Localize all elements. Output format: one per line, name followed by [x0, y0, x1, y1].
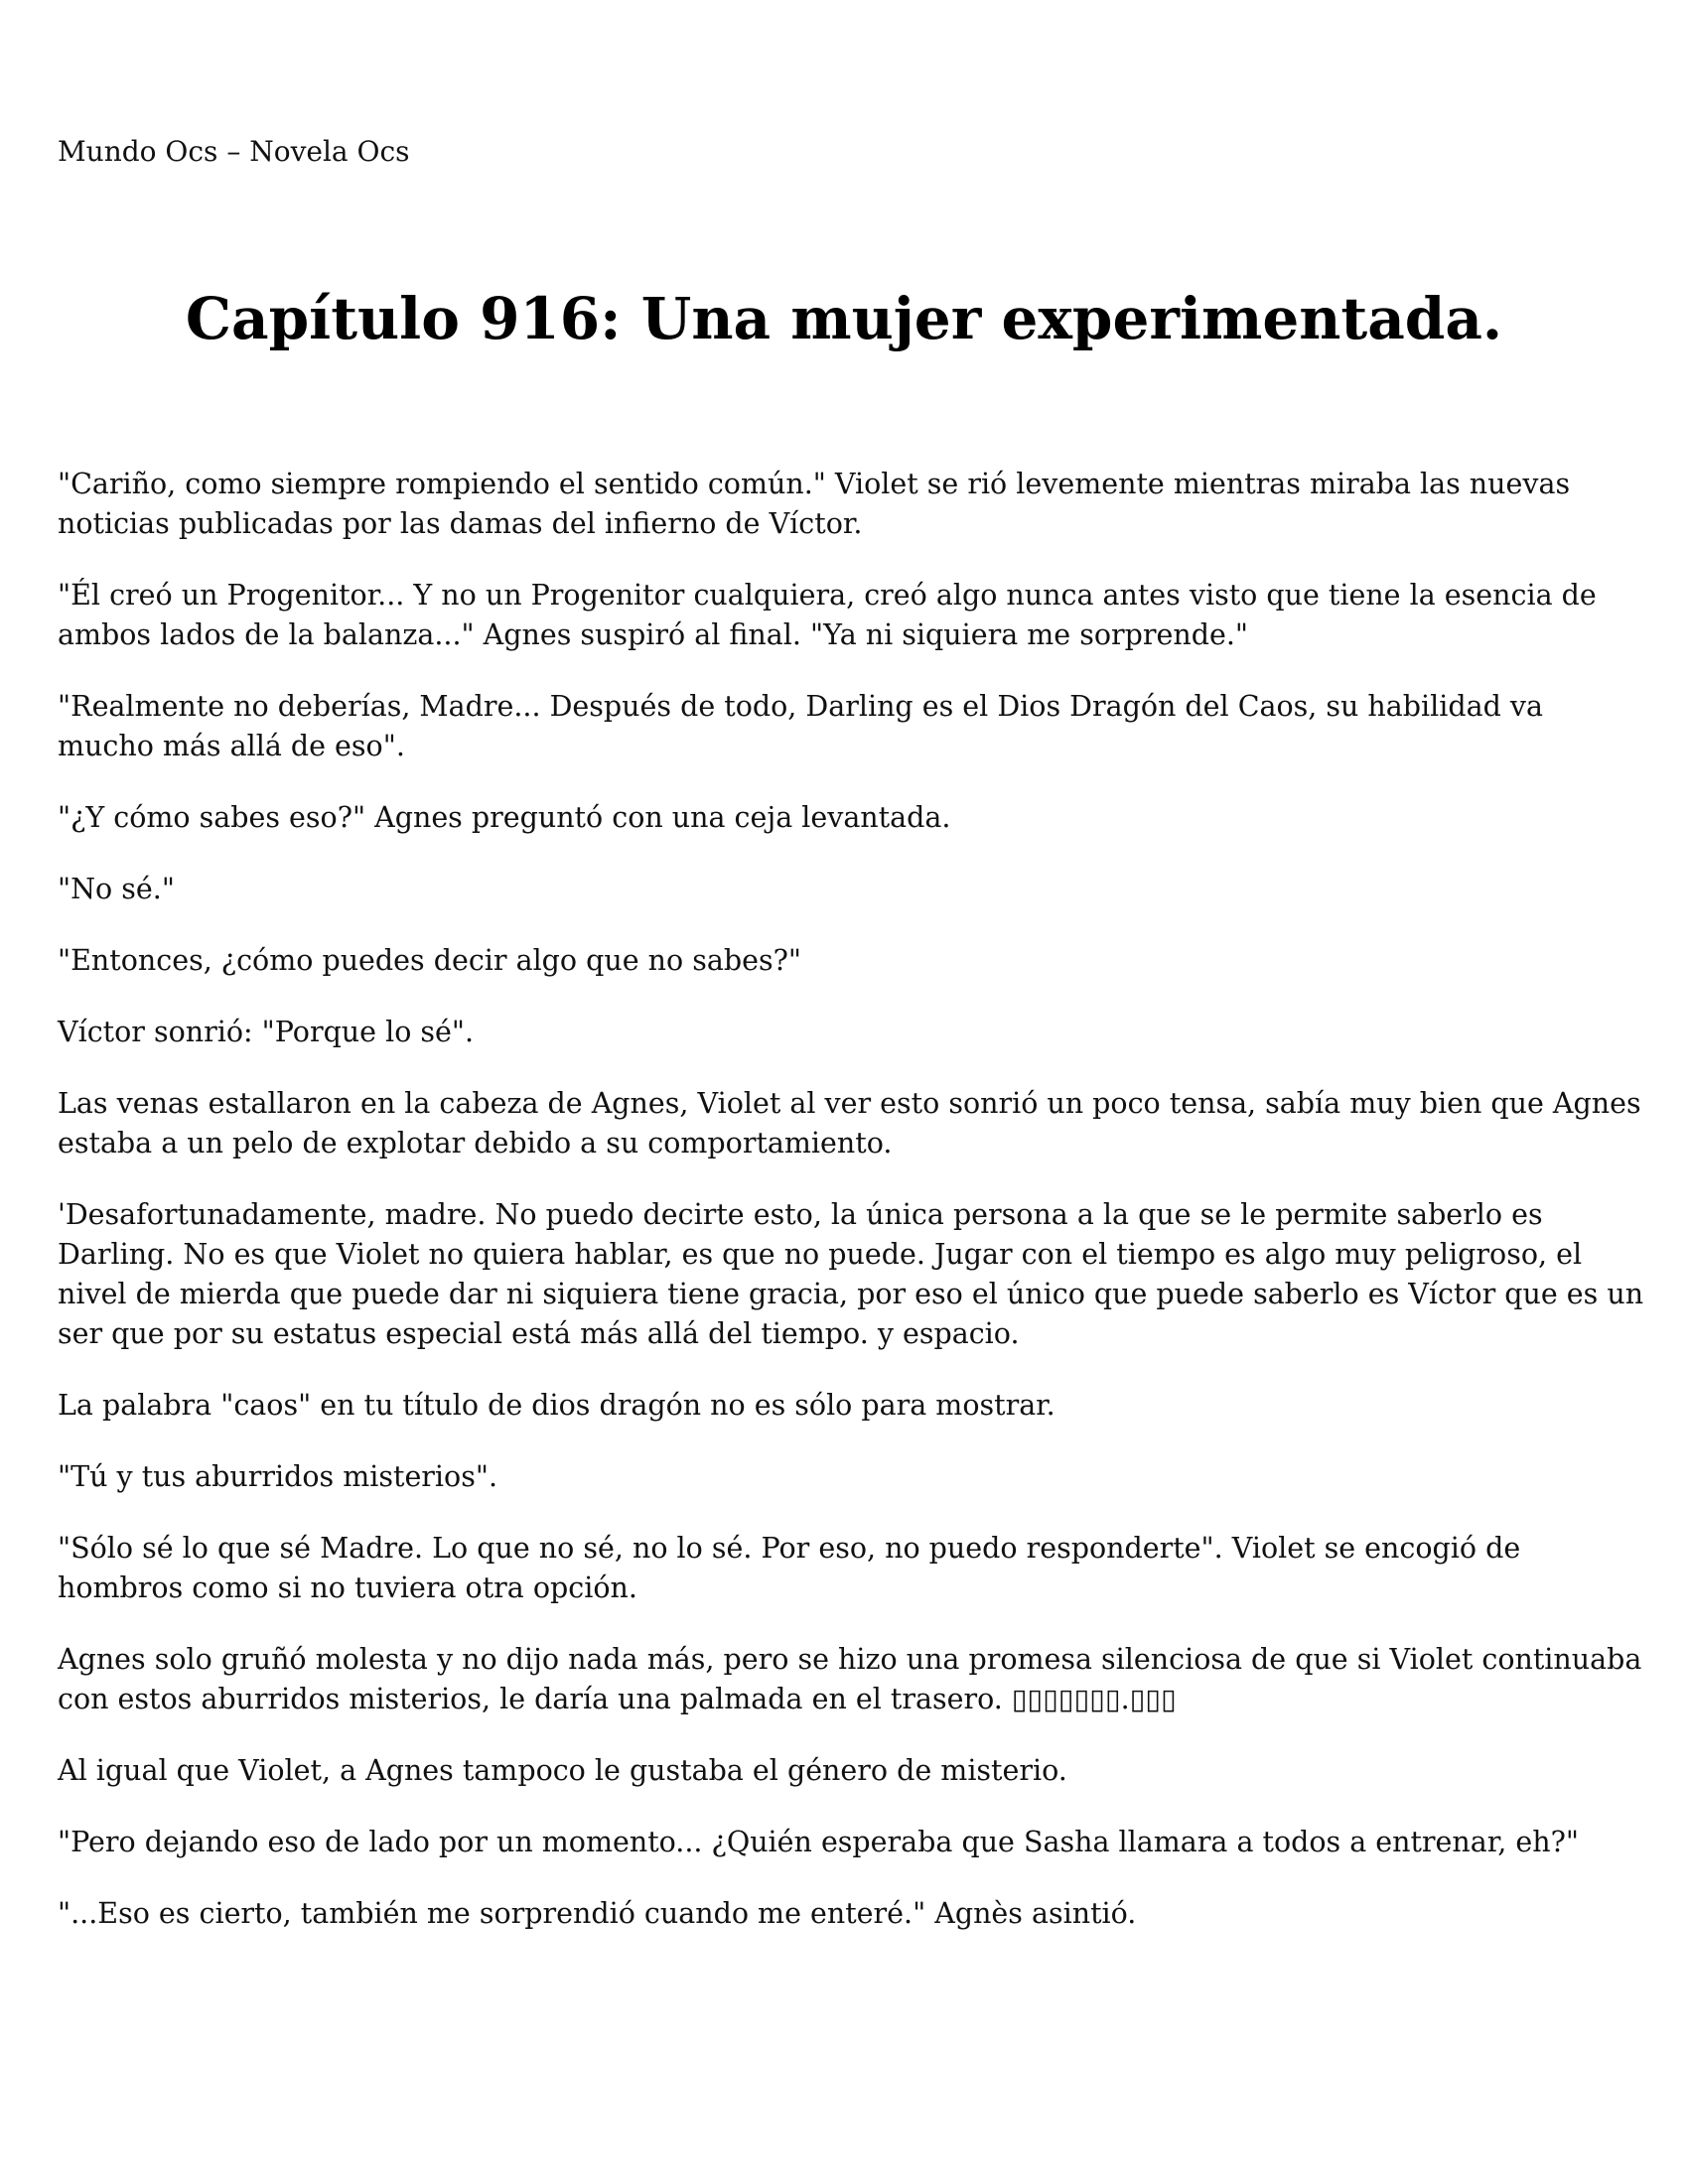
paragraph: "...Eso es cierto, también me sorprendió cuando me enteré." Agnès asintió. — [58, 1897, 1137, 1930]
paragraph: Víctor sonrió: "Porque lo sé". — [58, 1016, 475, 1048]
paragraph: "Cariño, como siempre rompiendo el sentido común." Violet se rió levemente mientras miraba las nuevas noticias publicadas por las damas del infierno de Víctor. — [58, 468, 1571, 540]
paragraph: Las venas estallaron en la cabeza de Agnes, Violet al ver esto sonrió un poco tensa, sabía muy bien que Agnes estaba a un pelo de explotar debido a su comportamiento. — [58, 1087, 1641, 1160]
chapter-title: Capítulo 916: Una mujer experimentada. — [185, 285, 1503, 352]
paragraph: "Pero dejando eso de lado por un momento... ¿Quién esperaba que Sasha llamara a todos a entrenar, eh?" — [58, 1826, 1579, 1858]
paragraph: "No sé." — [58, 873, 175, 905]
paragraph: La palabra "caos" en tu título de dios dragón no es sólo para mostrar. — [58, 1389, 1055, 1422]
paragraph: "Él creó un Progenitor... Y no un Progenitor cualquiera, creó algo nunca antes visto que tiene la esencia de ambos lados de la balanza..." Agnes suspiró al final. "Ya ni siquiera me sorprende." — [58, 579, 1597, 651]
paragraph: Al igual que Violet, a Agnes tampoco le gustaba el género de misterio. — [58, 1754, 1067, 1787]
paragraph: "Realmente no deberías, Madre... Después de todo, Darling es el Dios Dragón del Caos, su habilidad va mucho más allá de eso". — [58, 690, 1543, 762]
paragraph: "Entonces, ¿cómo puedes decir algo que no sabes?" — [58, 944, 801, 977]
paragraph: "Sólo sé lo que sé Madre. Lo que no sé, no lo sé. Por eso, no puedo responderte". Violet se encogió de hombros como si no tuviera otra opción. — [58, 1532, 1521, 1604]
paragraph: "¿Y cómo sabes eso?" Agnes preguntó con una ceja levantada. — [58, 801, 951, 834]
source-header: Mundo Ocs – Novela Ocs — [58, 135, 410, 168]
paragraph: 'Desafortunadamente, madre. No puedo decirte esto, la única persona a la que se le permite saberlo es Darling. No es que Violet no quiera hablar, es que no puede. Jugar con el tiempo es algo muy peligroso, el nivel de mierda que puede dar ni siquiera tiene gracia, por eso el único que puede saberlo es Víctor que es un ser que por su estatus especial está más allá del tiempo. y espacio. — [58, 1198, 1644, 1350]
chapter-body — [58, 465, 1646, 1966]
paragraph: "Tú y tus aburridos misterios". — [58, 1460, 498, 1493]
paragraph: Agnes solo gruñó molesta y no dijo nada más, pero se hizo una promesa silenciosa de que si Violet continuaba con estos aburridos misterios, le daría una palmada en el trasero. ▯▯▯▯▯▯▯.▯▯▯ — [58, 1643, 1642, 1715]
